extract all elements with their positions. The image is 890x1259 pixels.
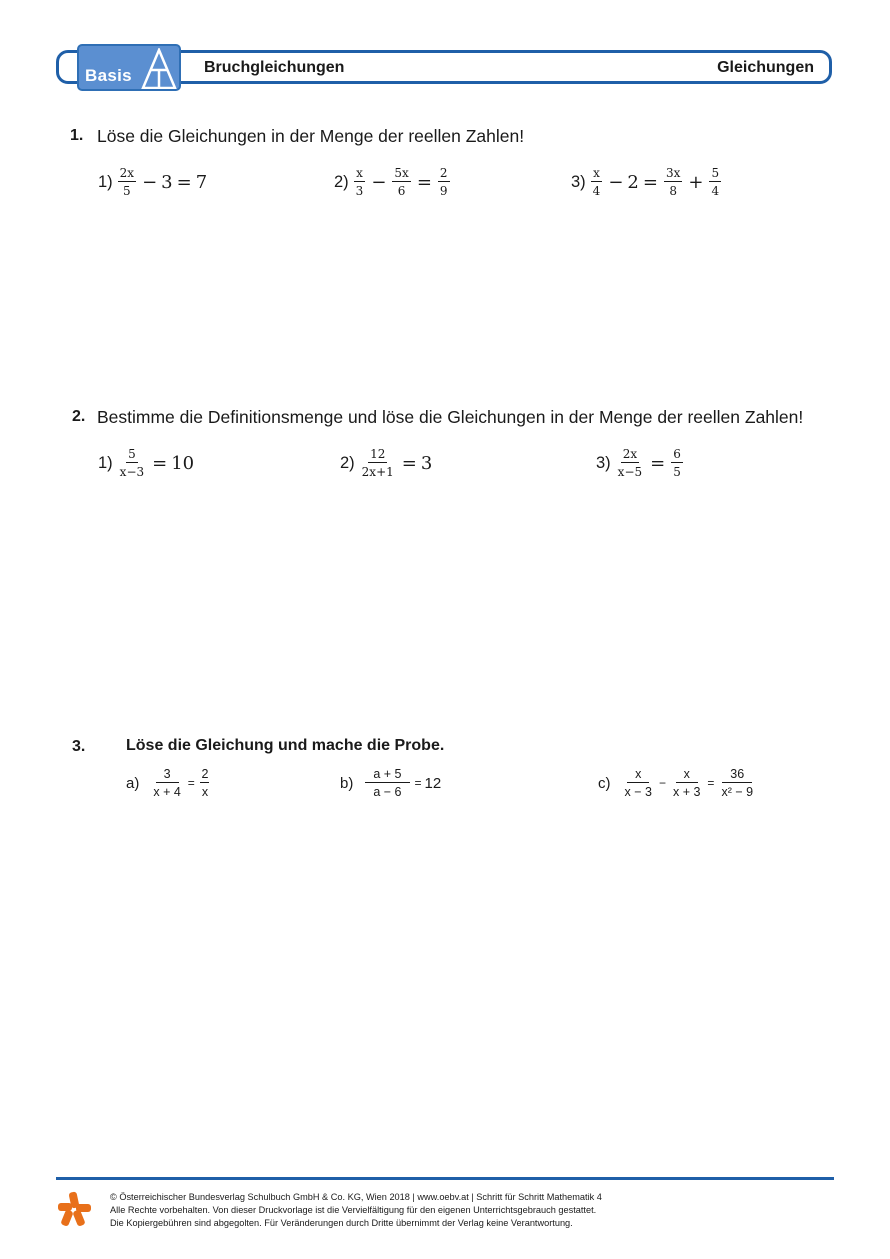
problem-label: a)	[126, 774, 140, 792]
task-3-number: 3.	[72, 738, 86, 755]
numerator: 2	[201, 767, 209, 781]
fraction	[365, 767, 409, 799]
task-2-problem-1	[98, 447, 194, 479]
problem-label: c)	[598, 774, 611, 792]
right-hand-side: 10	[171, 452, 195, 474]
equals-sign: =	[414, 776, 422, 790]
fraction	[591, 166, 603, 198]
numerator: 3x	[665, 166, 681, 180]
denominator: 8	[669, 184, 677, 198]
denominator: 5	[123, 184, 131, 198]
denominator: x + 4	[153, 785, 181, 799]
fraction	[671, 767, 702, 799]
operator: −	[142, 171, 158, 193]
denominator: x² − 9	[721, 785, 754, 799]
worksheet-title: Bruchgleichungen	[204, 59, 345, 76]
problem-label: 3)	[571, 172, 586, 191]
basis-logo	[77, 44, 181, 91]
equals-sign: =	[650, 452, 666, 474]
task-1-instruction: Löse die Gleichungen in der Menge der reellen Zahlen!	[97, 126, 525, 146]
footer-divider	[56, 1177, 834, 1180]
numerator: 2	[439, 166, 448, 180]
denominator: x − 3	[624, 785, 652, 799]
operator: +	[688, 171, 704, 193]
fraction	[118, 166, 136, 198]
problem-label: 2)	[334, 172, 349, 191]
fraction	[623, 767, 654, 799]
numerator: a + 5	[365, 767, 409, 783]
pyramid-icon	[141, 48, 177, 90]
task-2-instruction: Bestimme die Definitionsmenge und löse die Gleichungen in der Menge der reellen Zahlen!	[97, 407, 804, 427]
fraction	[200, 767, 210, 799]
numerator: 2x	[119, 166, 135, 180]
fraction	[709, 166, 721, 198]
copyright-line-3: Die Kopiergebühren sind abgegolten. Für Veränderungen durch Dritte übernimmt der Verlag keine Verantwortung.	[110, 1218, 573, 1228]
problem-label: 2)	[340, 453, 355, 472]
numerator: 2x	[622, 447, 638, 461]
denominator: 3	[355, 184, 364, 198]
numerator: 5x	[394, 166, 409, 180]
denominator: 2x+1	[361, 465, 394, 479]
operator: −	[608, 171, 624, 193]
denominator: 5	[673, 465, 681, 479]
task-3-instruction: Löse die Gleichung und mache die Probe.	[126, 737, 445, 754]
numerator: 5	[711, 166, 720, 180]
numerator: 6	[673, 447, 681, 461]
task-3-problem-c	[598, 767, 757, 799]
numerator: x	[627, 767, 649, 783]
task-3-problem-a	[126, 767, 212, 799]
logo-label: Basis	[85, 66, 132, 85]
copyright-line-1: © Österreichischer Bundesverlag Schulbuch GmbH & Co. KG, Wien 2018 | www.oebv.at | Schritt für Schritt Mathematik 4	[110, 1192, 602, 1202]
task-1-problem-1	[98, 166, 207, 198]
task-1-problem-3	[571, 166, 723, 198]
numerator: 5	[128, 447, 136, 461]
numerator: 3	[156, 767, 179, 783]
denominator: a − 6	[373, 785, 402, 799]
copyright-line-2: Alle Rechte vorbehalten. Von dieser Druckvorlage ist die Vervielfältigung für den eigenen Unterrichtsgebrauch gestattet.	[110, 1205, 597, 1215]
right-hand-side: 3	[420, 452, 433, 474]
equals-sign: =	[152, 452, 168, 474]
equals-sign: =	[642, 171, 658, 193]
problem-label: 1)	[98, 453, 113, 472]
numerator: x	[593, 166, 600, 180]
fraction	[616, 447, 644, 479]
fraction	[354, 166, 366, 198]
denominator: x	[201, 785, 209, 799]
problem-label: 1)	[98, 172, 113, 191]
term: 2	[627, 171, 639, 193]
fraction	[664, 166, 682, 198]
numerator: 12	[370, 447, 386, 461]
problem-label: 3)	[596, 453, 611, 472]
operator: −	[371, 171, 387, 193]
task-1-number: 1.	[70, 127, 84, 144]
task-1-problem-2	[334, 166, 452, 198]
denominator: 4	[711, 184, 720, 198]
numerator: x	[676, 767, 698, 783]
equals-sign: =	[707, 776, 715, 790]
task-2-problem-3	[596, 447, 685, 479]
task-2-problem-2	[340, 447, 432, 479]
fraction	[118, 447, 146, 479]
fraction	[671, 447, 683, 479]
equals-sign: =	[187, 776, 195, 790]
numerator: 36	[722, 767, 752, 783]
right-hand-side: 7	[195, 171, 208, 193]
equals-sign: =	[416, 171, 432, 193]
denominator: 9	[439, 184, 448, 198]
fraction	[438, 166, 450, 198]
numerator: x	[356, 166, 363, 180]
right-hand-side: 12	[424, 774, 442, 792]
fraction	[392, 166, 410, 198]
publisher-logo-icon	[56, 1190, 92, 1228]
task-2-number: 2.	[72, 408, 86, 425]
denominator: 6	[397, 184, 406, 198]
operator: −	[658, 776, 666, 790]
copyright-notice	[110, 1191, 602, 1230]
denominator: x + 3	[672, 785, 701, 799]
denominator: 4	[592, 184, 601, 198]
worksheet-category: Gleichungen	[717, 59, 814, 76]
denominator: x−3	[119, 465, 145, 479]
denominator: x−5	[617, 465, 643, 479]
fraction	[360, 447, 396, 479]
equals-sign: =	[176, 171, 192, 193]
fraction	[719, 767, 755, 799]
equals-sign: =	[401, 452, 417, 474]
problem-label: b)	[340, 774, 354, 792]
task-3-problem-b	[340, 767, 441, 799]
term: 3	[161, 171, 173, 193]
fraction	[151, 767, 182, 799]
